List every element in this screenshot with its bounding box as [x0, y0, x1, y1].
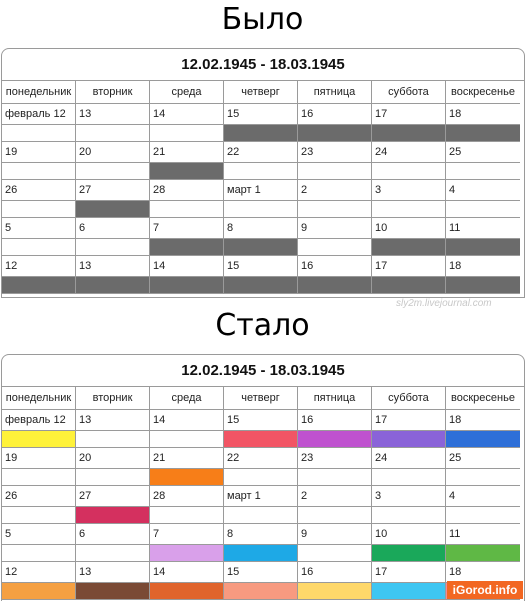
- day-number: 21: [150, 448, 224, 469]
- day-number: 11: [446, 524, 520, 545]
- day-mark: [2, 469, 76, 486]
- day-number: 14: [150, 562, 224, 583]
- day-mark: [2, 277, 76, 294]
- day-mark: [150, 583, 224, 600]
- day-number: 17: [372, 562, 446, 583]
- day-number: 7: [150, 524, 224, 545]
- day-number: 19: [2, 448, 76, 469]
- day-number: 24: [372, 142, 446, 163]
- day-mark: [446, 469, 520, 486]
- day-mark: [76, 163, 150, 180]
- day-number: 18: [446, 562, 520, 583]
- day-number: 13: [76, 410, 150, 431]
- day-mark: [446, 277, 520, 294]
- day-mark: [372, 431, 446, 448]
- day-number: 8: [224, 524, 298, 545]
- day-number: 22: [224, 142, 298, 163]
- calendar-title: 12.02.1945 - 18.03.1945: [2, 355, 524, 387]
- day-number: 13: [76, 104, 150, 125]
- day-mark: [150, 431, 224, 448]
- day-mark: [372, 583, 446, 600]
- day-number: 27: [76, 486, 150, 507]
- day-number: 18: [446, 256, 520, 277]
- day-number: 7: [150, 218, 224, 239]
- day-mark: [2, 201, 76, 218]
- day-number: 20: [76, 448, 150, 469]
- day-number: 22: [224, 448, 298, 469]
- calendar-before: [1, 48, 525, 298]
- day-number: 28: [150, 486, 224, 507]
- day-mark: [150, 507, 224, 524]
- day-mark: [298, 469, 372, 486]
- weekday-header: среда: [150, 81, 224, 104]
- day-mark: [446, 239, 520, 256]
- day-number: 13: [76, 562, 150, 583]
- weekday-header: суббота: [372, 81, 446, 104]
- day-mark: [2, 163, 76, 180]
- day-number: 16: [298, 256, 372, 277]
- day-mark: [150, 239, 224, 256]
- day-mark: [298, 507, 372, 524]
- day-number: 4: [446, 180, 520, 201]
- day-mark: [150, 545, 224, 562]
- day-number: 23: [298, 142, 372, 163]
- day-mark: [76, 431, 150, 448]
- day-mark: [150, 277, 224, 294]
- day-number: февраль 12: [2, 104, 76, 125]
- day-number: 26: [2, 180, 76, 201]
- day-mark: [298, 545, 372, 562]
- weekday-header: суббота: [372, 387, 446, 410]
- day-number: февраль 12: [2, 410, 76, 431]
- day-number: 12: [2, 562, 76, 583]
- day-number: 3: [372, 486, 446, 507]
- day-mark: [224, 507, 298, 524]
- day-mark: [372, 507, 446, 524]
- day-number: 26: [2, 486, 76, 507]
- day-mark: [224, 545, 298, 562]
- weekday-header: четверг: [224, 81, 298, 104]
- day-number: 25: [446, 142, 520, 163]
- day-mark: [372, 277, 446, 294]
- day-number: 15: [224, 410, 298, 431]
- day-number: 16: [298, 562, 372, 583]
- day-number: 3: [372, 180, 446, 201]
- heading-after: Стало: [215, 308, 310, 343]
- calendar-grid: [2, 81, 524, 294]
- day-number: 16: [298, 410, 372, 431]
- weekday-header: пятница: [298, 387, 372, 410]
- weekday-header: вторник: [76, 387, 150, 410]
- weekday-header: понедельник: [2, 387, 76, 410]
- day-number: 5: [2, 524, 76, 545]
- day-mark: [298, 201, 372, 218]
- day-number: 17: [372, 256, 446, 277]
- weekday-header: воскресенье: [446, 81, 520, 104]
- day-mark: [2, 431, 76, 448]
- day-mark: [2, 125, 76, 142]
- day-mark: [76, 583, 150, 600]
- day-mark: [224, 201, 298, 218]
- day-mark: [446, 507, 520, 524]
- day-mark: [298, 125, 372, 142]
- weekday-header: понедельник: [2, 81, 76, 104]
- day-number: 19: [2, 142, 76, 163]
- day-number: 10: [372, 218, 446, 239]
- site-logo: iGorod.info: [447, 581, 523, 599]
- day-number: 17: [372, 104, 446, 125]
- day-mark: [372, 125, 446, 142]
- day-number: 18: [446, 104, 520, 125]
- day-number: 28: [150, 180, 224, 201]
- day-number: 15: [224, 256, 298, 277]
- day-mark: [372, 545, 446, 562]
- day-mark: [372, 469, 446, 486]
- weekday-header: четверг: [224, 387, 298, 410]
- day-mark: [76, 239, 150, 256]
- day-mark: [446, 545, 520, 562]
- day-mark: [372, 163, 446, 180]
- day-mark: [446, 125, 520, 142]
- day-mark: [372, 201, 446, 218]
- day-mark: [76, 125, 150, 142]
- day-number: 2: [298, 180, 372, 201]
- day-number: 14: [150, 256, 224, 277]
- day-number: 21: [150, 142, 224, 163]
- day-mark: [2, 545, 76, 562]
- day-number: 15: [224, 562, 298, 583]
- day-number: 17: [372, 410, 446, 431]
- day-mark: [224, 469, 298, 486]
- day-number: 15: [224, 104, 298, 125]
- weekday-header: среда: [150, 387, 224, 410]
- day-mark: [224, 583, 298, 600]
- watermark: sly2m.livejournal.com: [396, 298, 492, 309]
- day-mark: [150, 201, 224, 218]
- day-number: 6: [76, 524, 150, 545]
- day-mark: [2, 239, 76, 256]
- day-number: 18: [446, 410, 520, 431]
- day-number: 6: [76, 218, 150, 239]
- day-number: 23: [298, 448, 372, 469]
- weekday-header: пятница: [298, 81, 372, 104]
- day-mark: [372, 239, 446, 256]
- day-mark: [298, 583, 372, 600]
- day-mark: [76, 201, 150, 218]
- day-mark: [298, 431, 372, 448]
- day-number: 14: [150, 410, 224, 431]
- day-mark: [76, 277, 150, 294]
- day-mark: [76, 507, 150, 524]
- day-mark: [298, 277, 372, 294]
- day-number: 9: [298, 524, 372, 545]
- day-number: 9: [298, 218, 372, 239]
- day-number: 8: [224, 218, 298, 239]
- calendar-grid: [2, 387, 524, 600]
- day-number: 25: [446, 448, 520, 469]
- day-mark: [224, 125, 298, 142]
- day-mark: [224, 163, 298, 180]
- day-mark: [224, 277, 298, 294]
- day-number: 24: [372, 448, 446, 469]
- day-number: 12: [2, 256, 76, 277]
- day-mark: [76, 469, 150, 486]
- day-mark: [446, 163, 520, 180]
- day-mark: [298, 163, 372, 180]
- day-number: 11: [446, 218, 520, 239]
- heading-before: Было: [221, 2, 304, 37]
- day-number: 20: [76, 142, 150, 163]
- day-mark: [224, 431, 298, 448]
- day-number: 5: [2, 218, 76, 239]
- day-number: 27: [76, 180, 150, 201]
- day-mark: [150, 163, 224, 180]
- day-number: март 1: [224, 180, 298, 201]
- day-mark: [298, 239, 372, 256]
- day-number: 16: [298, 104, 372, 125]
- day-number: 13: [76, 256, 150, 277]
- day-number: 4: [446, 486, 520, 507]
- day-number: март 1: [224, 486, 298, 507]
- day-mark: [446, 201, 520, 218]
- day-number: 10: [372, 524, 446, 545]
- calendar-after: [1, 354, 525, 601]
- weekday-header: воскресенье: [446, 387, 520, 410]
- calendar-title: 12.02.1945 - 18.03.1945: [2, 49, 524, 81]
- day-number: 14: [150, 104, 224, 125]
- day-mark: [2, 583, 76, 600]
- day-mark: [150, 469, 224, 486]
- day-number: 2: [298, 486, 372, 507]
- day-mark: [224, 239, 298, 256]
- day-mark: [76, 545, 150, 562]
- day-mark: [446, 431, 520, 448]
- day-mark: [150, 125, 224, 142]
- weekday-header: вторник: [76, 81, 150, 104]
- day-mark: [2, 507, 76, 524]
